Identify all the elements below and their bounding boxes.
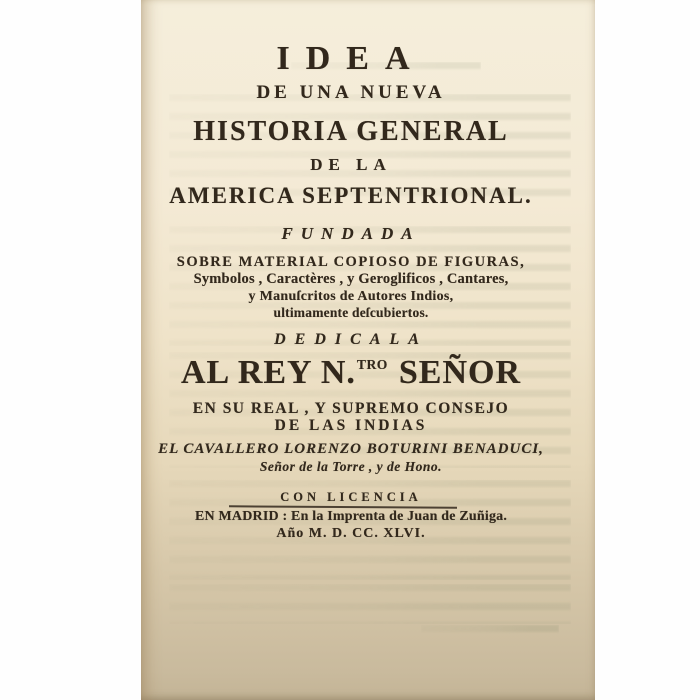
subtitle-de-la: DE LA — [310, 155, 392, 174]
dedication-king-superscript: TRO — [356, 357, 388, 372]
subtitle-de-una-nueva: DE UNA NUEVA — [256, 82, 446, 103]
dedication-king-pre: AL REY N. — [180, 354, 356, 391]
section-fundada: FUNDADA — [281, 224, 421, 243]
bleed-through-text — [421, 625, 559, 635]
section-dedicala: DEDICALA — [274, 331, 428, 348]
author-line: EL CAVALLERO LORENZO BOTURINI BENADUCI, — [158, 441, 544, 457]
subtitle-america: AMERICA SEPTENTRIONAL. — [169, 183, 533, 208]
description-line-1: SOBRE MATERIAL COPIOSO DE FIGURAS, — [176, 254, 526, 270]
book-title: IDEA — [276, 40, 426, 77]
consejo-line: EN SU REAL , Y SUPREMO CONSEJO — [192, 400, 510, 417]
indias-line: DE LAS INDIAS — [274, 417, 428, 434]
license-line: CON LICENCIA — [280, 490, 422, 504]
description-line-2: Symbolos , Caractères , y Geroglificos , Cantares, — [193, 271, 509, 287]
description-line-4: ultimamente deſcubiertos. — [273, 305, 429, 320]
imprint-line: EN MADRID : En la Imprenta de Juan de Zuñiga. — [194, 509, 508, 524]
subtitle-historia: HISTORIA GENERAL — [193, 116, 509, 147]
dedication-king-post: SEÑOR — [398, 354, 522, 391]
imprint-year-line: Año M. D. CC. XLVI. — [276, 526, 426, 541]
description-line-3: y Manuſcritos de Autores Indios, — [248, 289, 454, 304]
author-title-line: Señor de la Torre , y de Hono. — [259, 459, 443, 474]
bleed-through-text — [169, 584, 571, 624]
dedication-king-line — [147, 354, 555, 392]
title-page-sheet — [141, 0, 595, 700]
